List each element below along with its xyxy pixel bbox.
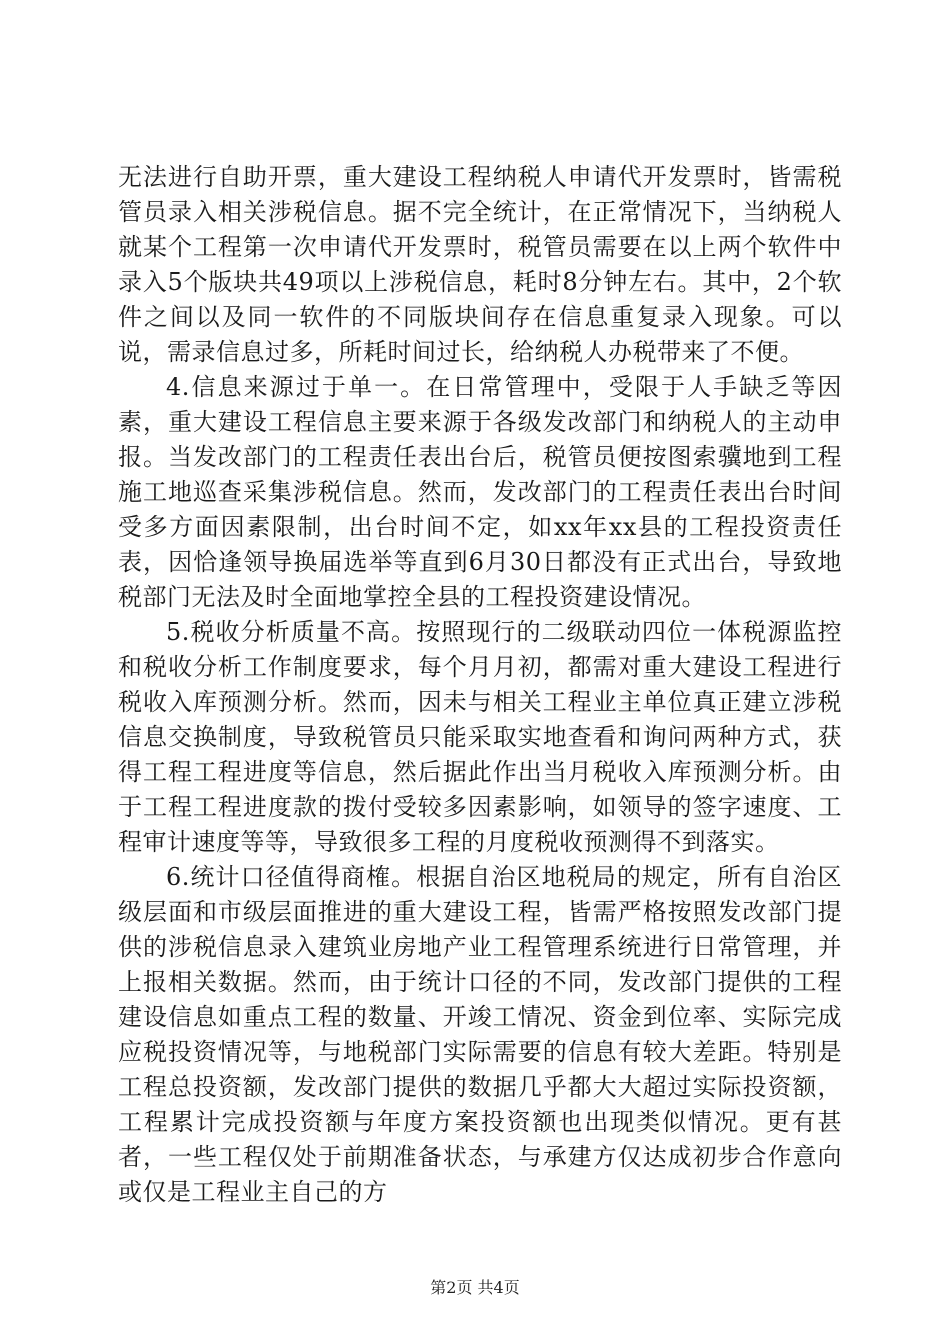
document-body bbox=[118, 160, 842, 1210]
paragraph-item-6: 6.统计口径值得商榷。根据自治区地税局的规定，所有自治区级层面和市级层面推进的重大建设工程，皆需严格按照发改部门提供的涉税信息录入建筑业房地产业工程管理系统进行日常管理，并上报相关数据。然而，由于统计口径的不同，发改部门提供的工程建设信息如重点工程的数量、开竣工情况、资金到位率、实际完成应税投资情况等，与地税部门实际需要的信息有较大差距。特别是工程总投资额，发改部门提供的数据几乎都大大超过实际投资额，工程累计完成投资额与年度方案投资额也出现类似情况。更有甚者，一些工程仅处于前期准备状态，与承建方仅达成初步合作意向或仅是工程业主自己的方 bbox=[118, 863, 842, 1206]
page-number-label: 第2页 共4页 bbox=[430, 1278, 520, 1297]
paragraph-item-5: 5.税收分析质量不高。按照现行的二级联动四位一体税源监控和税收分析工作制度要求，每个月月初，都需对重大建设工程进行税收入库预测分析。然而，因未与相关工程业主单位真正建立涉税信息交换制度，导致税管员只能采取实地查看和询问两种方式，获得工程工程进度等信息，然后据此作出当月税收入库预测分析。由于工程工程进度款的拨付受较多因素影响，如领导的签字速度、工程审计速度等等，导致很多工程的月度税收预测得不到落实。 bbox=[118, 618, 842, 856]
page-footer bbox=[0, 1275, 950, 1298]
paragraph-continuation: 无法进行自助开票，重大建设工程纳税人申请代开发票时，皆需税管员录入相关涉税信息。据不完全统计，在正常情况下，当纳税人就某个工程第一次申请代开发票时，税管员需要在以上两个软件中录入5个版块共49项以上涉税信息，耗时8分钟左右。其中，2个软件之间以及同一软件的不同版块间存在信息重复录入现象。可以说，需录信息过多，所耗时间过长，给纳税人办税带来了不便。 bbox=[118, 163, 842, 366]
paragraph-item-4: 4.信息来源过于单一。在日常管理中，受限于人手缺乏等因素，重大建设工程信息主要来源于各级发改部门和纳税人的主动申报。当发改部门的工程责任表出台后，税管员便按图索骥地到工程施工地巡查采集涉税信息。然而，发改部门的工程责任表出台时间受多方面因素限制，出台时间不定，如xx年xx县的工程投资责任表，因恰逢领导换届选举等直到6月30日都没有正式出台，导致地税部门无法及时全面地掌控全县的工程投资建设情况。 bbox=[118, 373, 842, 611]
